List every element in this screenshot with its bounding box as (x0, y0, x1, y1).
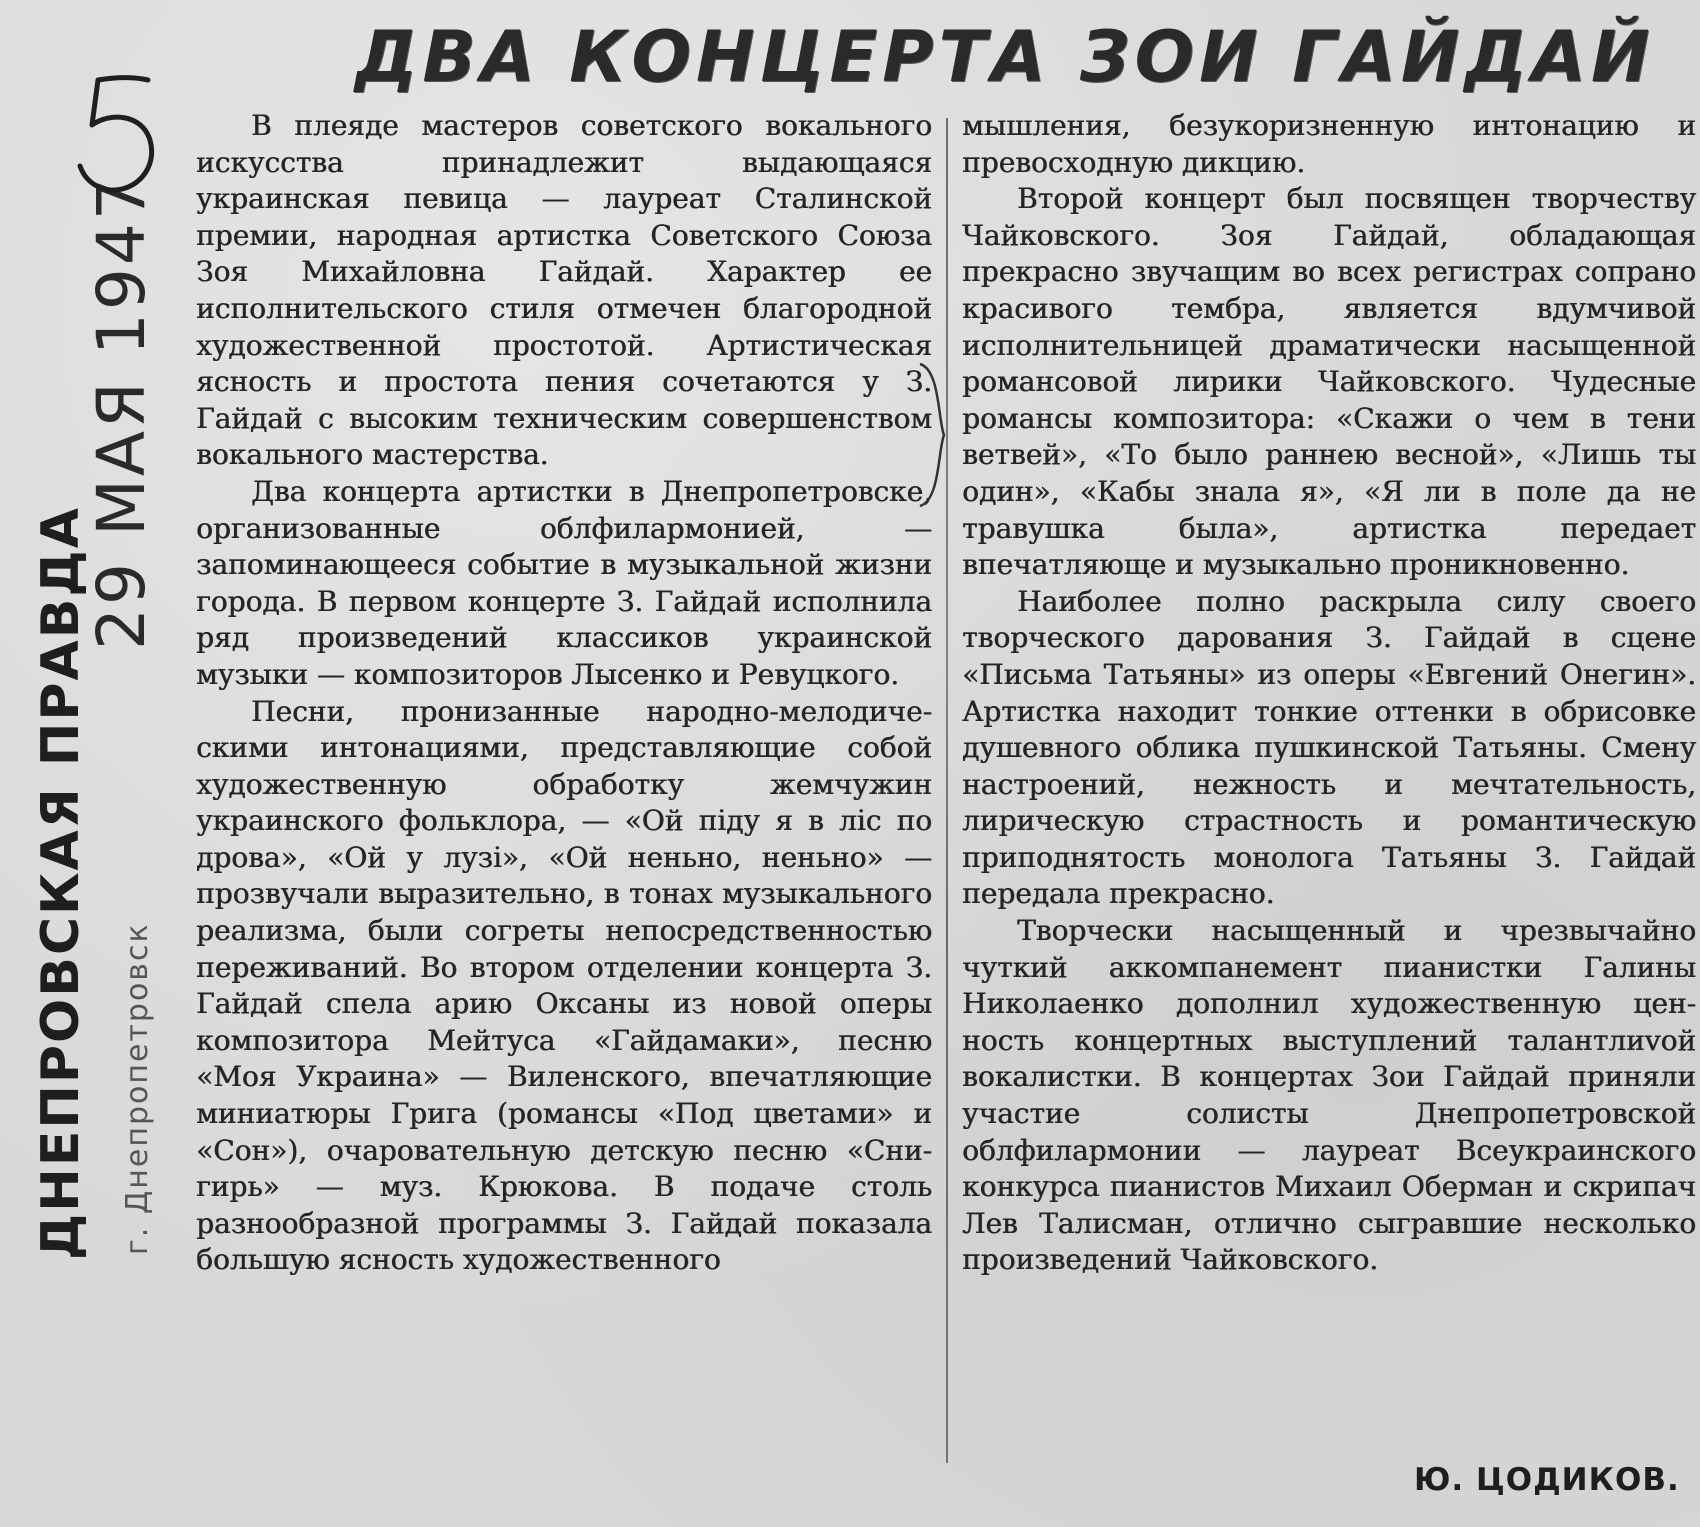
article-paragraph: Творчески насыщенный и чрезвычайно чуткий аккомпанемент пианистки Галины Николаенко дополнил художественную ценность концертных выступлений талантлиvой вокалистки. В концертах Зои Гайдай приняли участие солисты Днепропетровской облфилармонии — лауреат Всеукраинского конкурса пианистов Михаил Оберман и скрипач Лев Талисман, отлично сыгравшие несколько произведений Чайковского. (962, 914, 1696, 1277)
article-paragraph: Второй концерт был посвящен творчеству Чайковского. Зоя Гайдай, обладающая прекрасно звучащим во всех регистрах сопрано красивого тембра, является вдумчивой исполнительницей драматически насыщенной романсовой лирики Чайковского. Чудесные романсы композитора: «Скажи о чем в тени ветвей», «То было раннею весной», «Лишь ты один», «Кабы знала я», «Я ли в поле да не травушка была», артистка передает впечатляюще и музыкально проникновенно. (962, 182, 1696, 582)
article-paragraph: Два концерта артистки в Днепропетровске, организованные облфилармонией, — запоминающееся событие в музыкальной жизни города. В первом концерте З. Гайдай исполнила ряд произведений классиков украинской музыки — композиторов Лысенко и Ревуцкого. (196, 474, 932, 691)
stamp-city-name: г. Днепропетровск (120, 922, 155, 1255)
article-paragraph: В плеяде мастеров советского вокального искусства принадлежит выдающаяся украинская певица — лауреат Сталинской премии, народная артистка Советского Союза Зоя Михайловна Гайдай. Характер ее исполнительского стиля отмечен благородной художественной простотой. Артистическая ясность и простота пения сочетаются у З. Гайдай с высоким техническим совершенством вокального мастерства. (196, 109, 932, 472)
column-divider (946, 118, 948, 1463)
article-right-column (962, 108, 1696, 1279)
article-headline: ДВА КОНЦЕРТА ЗОИ ГАЙДАЙ (355, 16, 1655, 98)
article-paragraph: Песни, пронизанные народно-мелодическими интонациями, представляющие собой художественную обработку жемчужин украинского фольклора, — «Ой піду я в ліс по дрова», «Ой у лузі», «Ой неньно, неньно» — прозвучали выразительно, в тонах музыкального реализма, были согреты непосредственностью переживаний. Во втором отделении концерта З. Гайдай спела арию Оксаны из новой оперы композитора Мейтуса «Гайдамаки», песню «Моя Украина» — Виленского, впечатляющие миниатюры Грига (романсы «Под цветами» и «Сон»), очаровательную детскую песню «Снигирь» — муз. Крюкова. В подаче столь разнообразной программы З. Гайдай показала большую ясность художественного (196, 694, 932, 1277)
handwritten-number-mark (70, 70, 170, 200)
author-signature: Ю. ЦОДИКОВ. (1414, 1462, 1680, 1498)
article-paragraph: Наиболее полно раскрыла силу своего творческого дарования З. Гайдай в сцене «Письма Татьяны» из оперы «Евгений Онегин». Артистка находит тонкие оттенки в обрисовке душевного облика пушкинской Татьяны. Смену настроений, нежность и мечтательность, лирическую страстность и романтическую приподнятость монолога Татьяны З. Гайдай передала прекрасно. (962, 584, 1696, 911)
stamp-date: 29 МАЯ 1947 (83, 175, 160, 650)
article-paragraph: мышления, безукоризненную интонацию и превосходную дикцию. (962, 109, 1696, 179)
article-left-column (196, 108, 932, 1279)
stamp-newspaper-name: ДНЕПРОВСКАЯ ПРАВДА (31, 506, 91, 1260)
margin-bracket-mark (918, 360, 948, 510)
